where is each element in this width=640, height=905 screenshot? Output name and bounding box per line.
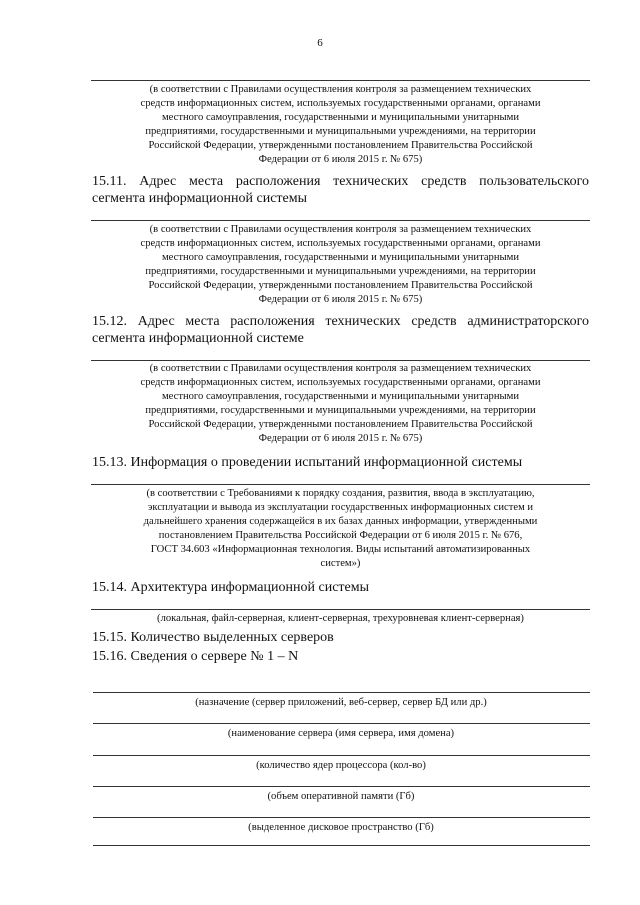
note-line: средств информационных систем, используемых государственными органами, органами: [140, 238, 541, 250]
server-cores-caption: (количество ядер процессора (кол-во): [256, 760, 426, 771]
note-line: ГОСТ 34.603 «Информационная технология. Виды испытаний автоматизированных: [150, 544, 531, 556]
fill-line: [91, 80, 590, 81]
server-disk-caption: (выделенное дисковое пространство (Гб): [248, 822, 434, 833]
note-line: предприятиями, государственными и муниципальными учреждениями, на территории: [145, 405, 536, 417]
note-line: (в соответствии с Правилами осуществления контроля за размещением технических: [149, 84, 532, 95]
note-line: Российской Федерации, утвержденными постановлением Правительства Российской: [148, 280, 533, 292]
fill-line: [91, 360, 590, 361]
note-line: (в соответствии с Правилами осуществления контроля за размещением технических: [149, 224, 532, 235]
server-disk-line: [93, 817, 590, 818]
note-line: средств информационных систем, используемых государственными органами, органами: [140, 98, 541, 110]
note-line: местного самоуправления, государственными и муниципальными унитарными: [161, 112, 520, 124]
note-line: систем»): [320, 558, 361, 570]
server-ram-caption: (объем оперативной памяти (Гб): [267, 791, 415, 802]
section-15-13-heading: 15.13. Информация о проведении испытаний информационной системы: [92, 455, 523, 470]
note-line: средств информационных систем, используемых государственными органами, органами: [140, 377, 541, 389]
regulation-note-2: [91, 223, 590, 308]
note-line: (в соответствии с Правилами осуществления контроля за размещением технических: [149, 363, 532, 374]
server-name-caption: (наименование сервера (имя сервера, имя домена): [227, 728, 455, 739]
note-line: (в соответствии с Требованиями к порядку создания, развития, ввода в эксплуатацию,: [146, 488, 535, 499]
note-line: местного самоуправления, государственными и муниципальными унитарными: [161, 252, 520, 264]
note-line: предприятиями, государственными и муниципальными учреждениями, на территории: [145, 266, 536, 278]
tests-note: [91, 487, 590, 572]
note-line: предприятиями, государственными и муниципальными учреждениями, на территории: [145, 126, 536, 138]
note-line: Российской Федерации, утвержденными постановлением Правительства Российской: [148, 419, 533, 431]
regulation-note-1: [91, 83, 590, 168]
server-name-line: [93, 723, 590, 724]
fill-line: [91, 484, 590, 485]
note-line: дальнейшего хранения содержащейся в их базах данных информации, утвержденными: [143, 516, 538, 528]
note-line: Федерации от 6 июля 2015 г. № 675): [258, 433, 423, 445]
section-15-11-heading: 15.11. Адрес места расположения технических средств пользовательского сегмента информационной системы: [92, 174, 589, 206]
note-line: эксплуатации и вывода из эксплуатации государственных информационных систем и: [147, 502, 534, 514]
section-15-12-heading: 15.12. Адрес места расположения технических средств администраторского сегмента информационной системе: [92, 314, 589, 346]
note-line: местного самоуправления, государственными и муниципальными унитарными: [161, 391, 520, 403]
server-purpose-caption: (назначение (сервер приложений, веб-сервер, сервер БД или др.): [195, 697, 487, 708]
note-line: постановлением Правительства Российской Федерации от 6 июля 2015 г. № 676,: [158, 530, 523, 542]
section-15-15-heading: 15.15. Количество выделенных серверов: [92, 630, 334, 645]
fill-line: [93, 845, 590, 846]
fill-line: [91, 220, 590, 221]
architecture-note: (локальная, файл-серверная, клиент-серверная, трехуровневая клиент-серверная): [157, 613, 524, 624]
fill-line: [91, 609, 590, 610]
section-15-16-heading: 15.16. Сведения о сервере № 1 – N: [92, 649, 299, 664]
note-line: Федерации от 6 июля 2015 г. № 675): [258, 154, 423, 166]
section-15-14-heading: 15.14. Архитектура информационной системы: [92, 580, 369, 595]
server-ram-line: [93, 786, 590, 787]
regulation-note-3: [91, 362, 590, 447]
server-cores-line: [93, 755, 590, 756]
server-purpose-line: [93, 692, 590, 693]
page-number: 6: [317, 37, 323, 49]
note-line: Федерации от 6 июля 2015 г. № 675): [258, 294, 423, 306]
note-line: Российской Федерации, утвержденными постановлением Правительства Российской: [148, 140, 533, 152]
